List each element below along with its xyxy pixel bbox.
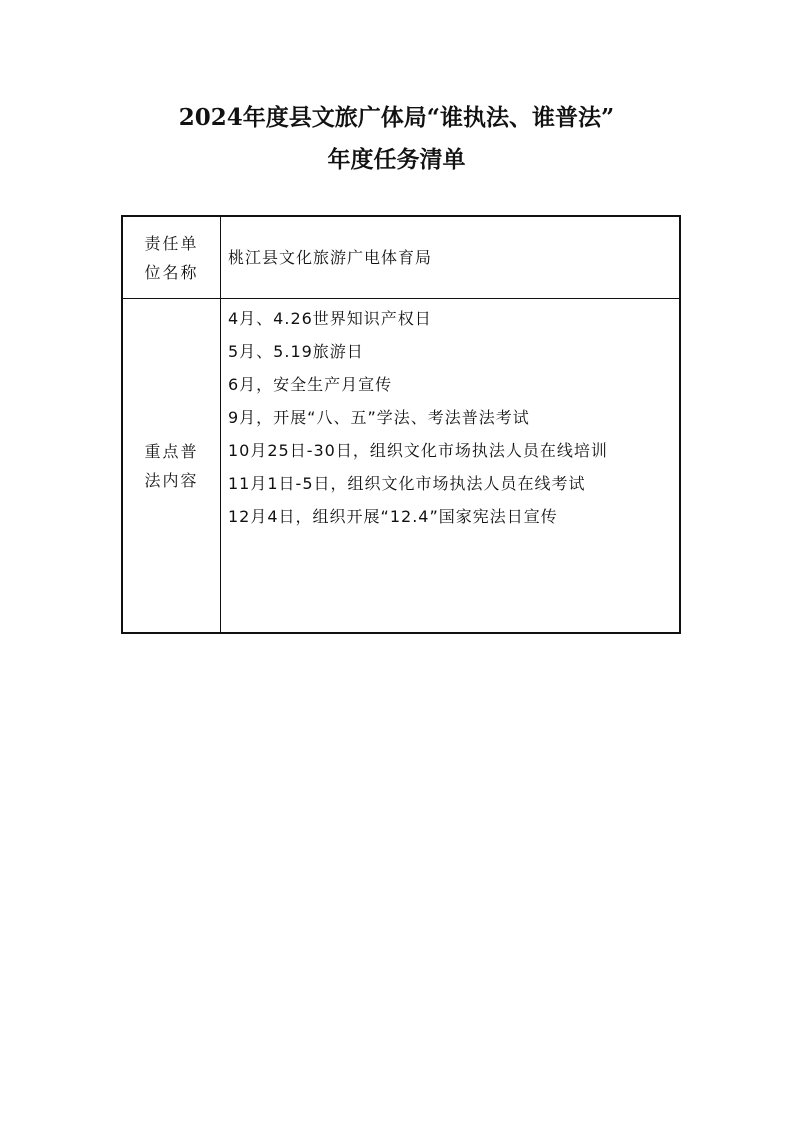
list-item: 10月25日-30日，组织文化市场执法人员在线培训	[228, 441, 608, 460]
list-item: 5月、5.19旅游日	[228, 342, 364, 361]
list-item: 9月，开展“八、五”学法、考法普法考试	[228, 408, 530, 427]
table-row-responsible-unit	[122, 216, 680, 299]
document-title-line-2: 年度任务清单	[327, 146, 466, 173]
table-row-key-content	[122, 299, 680, 634]
list-item: 11月1日-5日，组织文化市场执法人员在线考试	[228, 474, 586, 493]
responsible-unit-label-cell	[122, 216, 221, 299]
responsible-unit-label: 责任单位名称	[144, 233, 199, 282]
key-content-label: 重点普法内容	[144, 441, 199, 490]
key-content-value-cell	[221, 299, 681, 634]
document-title-line-1: 2024年度县文旅广体局“谁执法、谁普法”	[178, 104, 615, 131]
list-item: 4月、4.26世界知识产权日	[228, 309, 432, 328]
responsible-unit-value: 桃江县文化旅游广电体育局	[221, 216, 681, 299]
key-content-list	[228, 302, 673, 533]
list-item: 12月4日，组织开展“12.4”国家宪法日宣传	[228, 507, 558, 526]
key-content-label-cell	[122, 299, 221, 634]
task-list-table	[121, 215, 681, 634]
list-item: 6月，安全生产月宣传	[228, 375, 393, 394]
